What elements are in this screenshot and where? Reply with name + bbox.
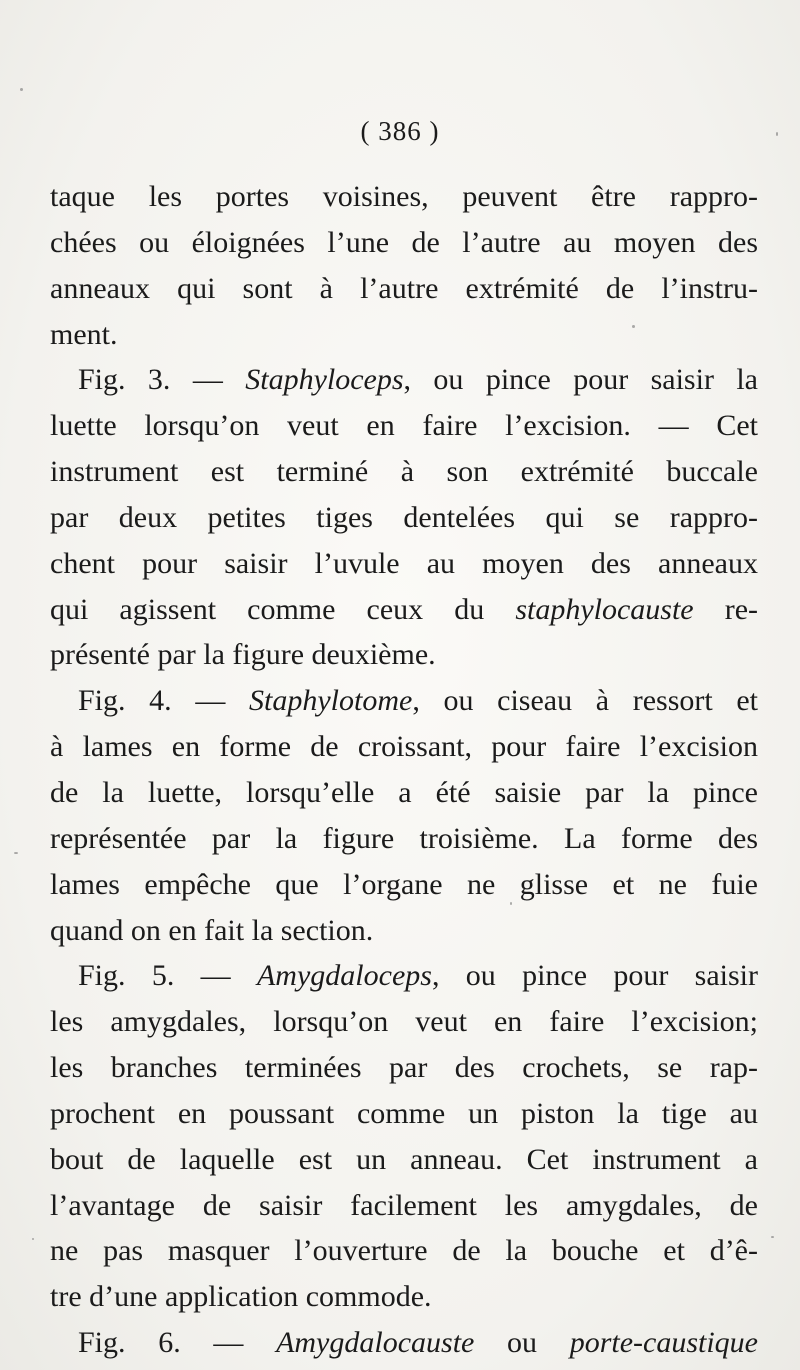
text-line <box>50 1320 758 1366</box>
text-run: par deux petites tiges dentelées qui se rappro- <box>50 500 758 534</box>
text-run: bout de laquelle est un anneau. Cet instrument a <box>50 1142 758 1176</box>
text-run: représentée par la figure troisième. La forme des <box>50 821 758 855</box>
text-run: chées ou éloignées l’une de l’autre au moyen des <box>50 225 758 259</box>
text-run: les amygdales, lorsqu’on veut en faire l’excision; <box>50 1005 758 1039</box>
text-run: l’avantage de saisir facilement les amygdales, de <box>50 1188 758 1222</box>
text-line <box>50 953 758 999</box>
text-run: chent pour saisir l’uvule au moyen des anneaux <box>50 546 758 580</box>
text-line <box>50 266 758 312</box>
text-run: Fig. 4. — <box>78 684 249 718</box>
text-run: présenté par la figure deuxième. <box>50 638 436 672</box>
page-number: ( 386 ) <box>360 116 440 146</box>
text-run: luette lorsqu’on veut en faire l’excision. — Cet <box>50 409 758 443</box>
text-run: lames empêche que l’organe ne glisse et ne fuie <box>50 867 758 901</box>
text-run: qui agissent comme ceux du <box>50 592 516 626</box>
text-run: taque les portes voisines, peuvent être rappro- <box>50 180 758 213</box>
text-line <box>50 1045 758 1091</box>
text-line <box>50 174 758 220</box>
italic-term: staphylocauste <box>515 592 694 626</box>
text-line <box>50 1183 758 1229</box>
text-run: , ou ciseau à ressort et <box>412 684 758 718</box>
italic-term: porte-caustique <box>569 1326 758 1360</box>
text-run: ment. <box>50 317 118 351</box>
text-line <box>50 908 758 954</box>
text-run: Fig. 3. — <box>78 363 246 397</box>
italic-term: Staphyloceps <box>245 363 404 397</box>
text-run: anneaux qui sont à l’autre extrémité de l’instru- <box>50 271 758 305</box>
text-run: à lames en forme de croissant, pour faire l’excision <box>50 730 758 764</box>
text-run: ou <box>474 1326 570 1360</box>
text-line <box>50 357 758 403</box>
body-text <box>50 174 758 1366</box>
text-line <box>50 1091 758 1137</box>
scan-speck <box>776 132 778 136</box>
text-line <box>50 1274 758 1320</box>
scan-speck <box>771 1236 774 1238</box>
scan-speck <box>14 852 18 854</box>
italic-term: Amygdalocauste <box>276 1326 475 1360</box>
text-run: Fig. 5. — <box>78 959 257 993</box>
text-run: de la luette, lorsqu’elle a été saisie par la pince <box>50 775 758 809</box>
text-run: tre d’une application commode. <box>50 1280 432 1314</box>
text-run: instrument est terminé à son extrémité buccale <box>50 455 758 489</box>
text-run: , ou pince pour saisir <box>431 959 758 993</box>
text-run: , ou pince pour saisir la <box>403 363 758 397</box>
text-line <box>50 632 758 678</box>
italic-term: Amygdaloceps <box>256 959 432 993</box>
text-line <box>50 495 758 541</box>
italic-term: Staphylotome <box>249 684 413 718</box>
text-line <box>50 587 758 633</box>
text-line <box>50 999 758 1045</box>
text-line <box>50 724 758 770</box>
text-line <box>50 403 758 449</box>
scan-speck <box>510 902 512 905</box>
text-line <box>50 770 758 816</box>
text-run: les branches terminées par des crochets, se rap- <box>50 1051 758 1085</box>
text-line <box>50 541 758 587</box>
text-line <box>50 449 758 495</box>
scan-speck <box>32 1238 34 1240</box>
text-line <box>50 816 758 862</box>
text-line <box>50 862 758 908</box>
scan-speck <box>632 325 635 328</box>
text-line <box>50 678 758 724</box>
text-run: Fig. 6. — <box>78 1326 277 1360</box>
text-line <box>50 1137 758 1183</box>
text-run: ne pas masquer l’ouverture de la bouche et d’ê- <box>50 1234 758 1268</box>
text-run: quand on en fait la section. <box>50 913 374 947</box>
text-line <box>50 312 758 358</box>
text-line <box>50 1228 758 1274</box>
scan-speck <box>20 88 23 91</box>
text-run: prochent en poussant comme un piston la tige au <box>50 1096 758 1130</box>
text-line <box>50 220 758 266</box>
text-run: re- <box>693 592 758 626</box>
